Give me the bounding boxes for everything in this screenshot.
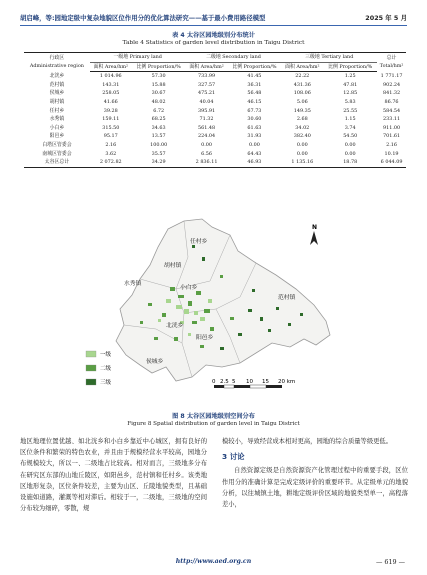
cell: 701.61 — [383, 133, 401, 140]
cell-region: 水秀镇 — [49, 116, 65, 123]
place-label: 水秀镇 — [124, 281, 142, 287]
district-outline — [116, 219, 330, 381]
cell: 71.32 — [199, 116, 214, 123]
page-number: — 619 — — [375, 558, 405, 566]
cell: 1.25 — [344, 73, 356, 80]
place-label: 小白乡 — [180, 285, 198, 291]
place-label: 侯城乡 — [146, 359, 164, 365]
figure-caption-zh: 图 8 太谷区园地级别空间分布 — [172, 413, 255, 420]
sub-head-area: 面积 Area/hm² — [186, 62, 228, 72]
cell: 36.31 — [247, 81, 262, 88]
cell: 31.93 — [247, 133, 262, 140]
cell: 382.40 — [293, 133, 311, 140]
cell: 2 836.11 — [186, 158, 228, 167]
col-head-region — [24, 53, 90, 72]
cell-region: 任村乡 — [49, 107, 65, 114]
cell: 224.04 — [197, 133, 216, 140]
legend-swatch-grade3 — [86, 379, 96, 385]
cell: 10.19 — [384, 150, 399, 157]
cell: 5.06 — [296, 98, 308, 105]
cell: 95.17 — [103, 133, 118, 140]
table-row — [24, 124, 406, 133]
table-caption-en: Table 4 Statistics of garden level distribution in Taigu District — [122, 40, 305, 46]
paragraph: 模较小，导致经营成本相对更高，园地的综合质量等级更低。 — [222, 438, 393, 445]
cell: 0.00 — [201, 141, 212, 148]
cell: 2.16 — [105, 141, 117, 148]
place-label: 北洸乡 — [166, 323, 184, 329]
paragraph: 地区地理位置优越、如北洸乡和小白乡靠近中心城区，拥有良好的区位条件和繁荣的特色农业，并且由于规模经营水平较高，园地分布规模较大，所以一、二级地占比较高。相对而言，三级地多分布在研究区东部的山地丘陵区，如阳邑乡，范村镇和任村乡。该类地区地形复杂，区位条件较差，主要为山区、丘陵地貌类型，且基础设施如道路，灌溉等相对滞后。相较于一，二级地，三级地的空间分布较为细碎，零散，规 — [20, 438, 207, 513]
table-row — [24, 107, 406, 116]
cell: 315.50 — [102, 124, 120, 131]
cell: 431.36 — [293, 81, 311, 88]
cell: 2.16 — [386, 141, 397, 148]
cell: 64.43 — [247, 150, 262, 157]
cell: 3.74 — [344, 124, 356, 131]
body-column-right — [222, 436, 408, 510]
col-head-grade2: 二级地 Secondary land — [186, 53, 282, 63]
sub-head-area: 面积 Area/hm² — [281, 62, 323, 72]
col-head-region-zh: 行政区 — [49, 54, 65, 61]
col-head-total-en: Total/hm² — [379, 63, 404, 70]
table-row — [24, 81, 406, 90]
cell: 47.81 — [343, 81, 358, 88]
running-header — [20, 13, 407, 25]
cell: 149.35 — [293, 107, 311, 114]
cell: 34.63 — [151, 124, 166, 131]
cell-region: 小白乡 — [49, 124, 65, 131]
cell: 911.00 — [383, 124, 401, 131]
cell: 733.99 — [197, 73, 216, 80]
legend-label-grade3: 三级 — [100, 380, 112, 386]
table-row — [24, 98, 406, 107]
table-row — [24, 150, 406, 159]
cell: 902.24 — [383, 81, 401, 88]
legend-swatch-grade1 — [86, 351, 96, 357]
cell: 54.50 — [343, 133, 358, 140]
section-heading: 3 讨论 — [222, 452, 245, 462]
cell: 57.30 — [151, 73, 166, 80]
cell: 0.00 — [248, 141, 260, 148]
place-label: 范村镇 — [278, 295, 296, 301]
table-row-total — [24, 158, 406, 167]
cell: 1 135.16 — [281, 158, 323, 167]
legend-label-grade2: 二级 — [100, 366, 112, 372]
cell: 35.57 — [151, 150, 166, 157]
cell-region: 胡村镇 — [49, 98, 65, 105]
cell: 30.60 — [247, 116, 262, 123]
legend-swatch-grade2 — [86, 365, 96, 371]
cell-region: 范村镇 — [49, 81, 65, 88]
cell: 1 771.17 — [380, 72, 403, 79]
cell: 1.15 — [344, 116, 356, 123]
cell: 22.22 — [295, 73, 310, 80]
cell-region: 北洸乡 — [49, 72, 65, 79]
col-head-grade1: 一级地 Primary land — [90, 53, 186, 63]
cell: 18.78 — [323, 158, 377, 167]
cell: 68.25 — [151, 116, 166, 123]
cell: 2 072.82 — [90, 158, 132, 167]
cell: 561.48 — [197, 124, 216, 131]
cell: 15.88 — [151, 81, 166, 88]
cell: 56.48 — [247, 90, 262, 97]
cell: 395.91 — [197, 107, 216, 114]
cell: 6.56 — [201, 150, 212, 157]
cell: 841.32 — [383, 90, 401, 97]
north-label: N — [312, 224, 318, 231]
scale-tick: 0 — [212, 379, 216, 385]
cell-region: 白塔区管委会 — [42, 141, 72, 148]
cell-region: 侯城乡 — [49, 90, 65, 97]
cell: 25.55 — [343, 107, 358, 114]
scale-tick: 5 — [232, 379, 236, 385]
cell: 3.62 — [105, 150, 117, 157]
scale-tick: 10 — [246, 379, 253, 385]
cell: 12.85 — [343, 90, 358, 97]
cell: 30.67 — [151, 90, 166, 97]
cell: 86.76 — [384, 98, 399, 105]
cell: 233.11 — [383, 116, 401, 123]
cell: 6.72 — [153, 107, 165, 114]
cell-region: 阳邑乡 — [49, 133, 65, 140]
figure-caption-en: Figure 8 Spatial distribution of garden level in Taigu District — [127, 421, 300, 427]
footer-url[interactable]: http://www.aed.org.cn — [175, 558, 252, 565]
place-label: 阳邑乡 — [196, 335, 214, 341]
cell: 100.00 — [150, 141, 168, 148]
cell: 0.00 — [344, 150, 356, 157]
header-rule — [20, 25, 407, 26]
sub-head-prop: 比例 Proportion/% — [323, 62, 377, 72]
map-legend — [86, 350, 112, 386]
cell: 258.05 — [102, 90, 120, 97]
running-header-date: 2025 年 5 月 — [365, 14, 407, 22]
legend-label-grade1: 一级 — [100, 352, 112, 358]
cell: 475.21 — [197, 90, 216, 97]
cell-region: 太谷区总计 — [24, 158, 90, 167]
col-head-region-en: Administrative region — [29, 63, 84, 70]
north-arrow-icon — [310, 224, 318, 245]
table-row — [24, 115, 406, 124]
cell: 1 014.96 — [99, 73, 122, 80]
table-garden-levels — [24, 52, 406, 168]
table-caption-zh: 表 4 太谷区园地级别分布统计 — [172, 32, 255, 39]
col-head-total-zh: 总计 — [386, 54, 397, 61]
table-row — [24, 141, 406, 150]
paragraph: 自然资源定级是自然资源资产化管理过程中的重要手段，区位作用分的准确计算是完成定级评价的重要环节。从定级单元的地貌分析，以往城镇土地，耕地定级评价区域的地貌类型单一，高程落差小， — [222, 467, 408, 509]
cell: 67.73 — [247, 107, 262, 114]
cell: 159.11 — [102, 116, 120, 123]
place-label: 任村乡 — [190, 239, 208, 245]
place-label: 胡村镇 — [164, 263, 182, 269]
cell: 46.93 — [228, 158, 282, 167]
cell: 61.63 — [247, 124, 262, 131]
scale-tick: 15 — [262, 379, 269, 385]
cell: 0.00 — [344, 141, 356, 148]
cell: 46.15 — [247, 98, 262, 105]
col-head-grade3: 三级地 Tertiary land — [281, 53, 377, 63]
cell: 327.57 — [197, 81, 216, 88]
cell: 584.54 — [383, 107, 401, 114]
table-row — [24, 89, 406, 98]
scale-tick: 20 km — [278, 379, 296, 385]
sub-head-prop: 比例 Proportion/% — [132, 62, 186, 72]
cell: 41.66 — [103, 98, 118, 105]
body-column-left — [20, 436, 207, 514]
cell: 40.04 — [199, 98, 214, 105]
cell: 48.02 — [151, 98, 166, 105]
cell: 2.68 — [296, 116, 308, 123]
cell: 34.29 — [132, 158, 186, 167]
sub-head-prop: 比例 Proportion/% — [228, 62, 282, 72]
cell: 0.00 — [296, 141, 308, 148]
cell: 39.28 — [103, 107, 118, 114]
cell: 5.83 — [344, 98, 356, 105]
cell-region: 南城区管委会 — [42, 150, 72, 157]
scale-tick: 2.5 — [220, 379, 229, 385]
table-row — [24, 72, 406, 81]
sub-head-area: 面积 Area/hm² — [90, 62, 132, 72]
garden-level-map — [80, 217, 348, 395]
table-row — [24, 132, 406, 141]
col-head-total — [377, 53, 406, 72]
cell: 0.00 — [296, 150, 308, 157]
scale-bar — [212, 379, 295, 388]
cell: 108.06 — [293, 90, 311, 97]
cell: 34.02 — [295, 124, 310, 131]
running-header-title: 胡启峰，等:园地定级中复杂地貌区位作用分的优化算法研究——基于最小费用路径模型 — [20, 14, 266, 22]
cell: 143.31 — [102, 81, 120, 88]
cell: 13.57 — [151, 133, 166, 140]
cell: 41.45 — [247, 73, 262, 80]
cell: 6 044.09 — [377, 158, 406, 167]
